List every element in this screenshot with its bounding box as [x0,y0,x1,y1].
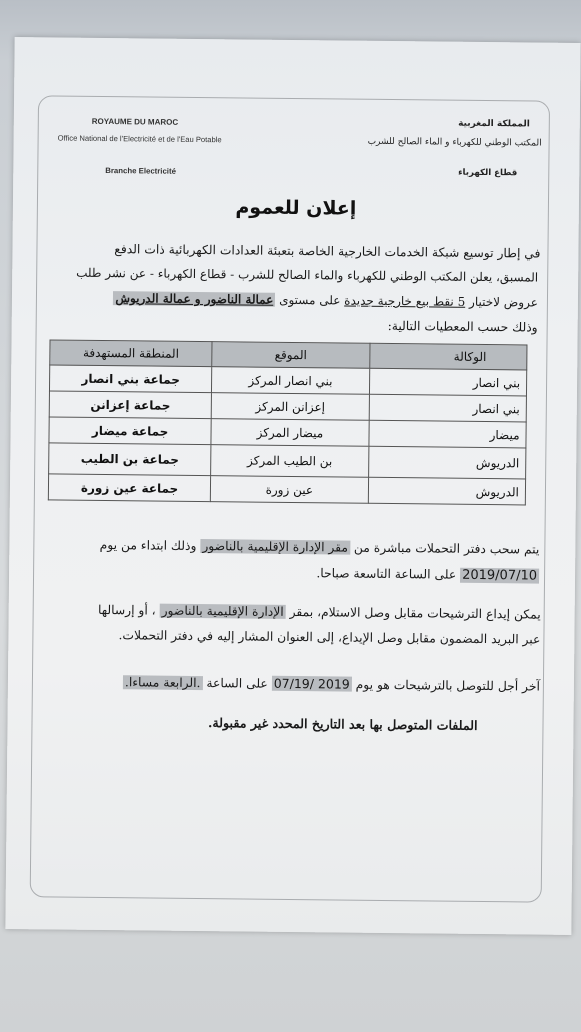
intro-line-3-points: 5 نقط بيع خارجية جديدة [344,293,466,309]
table-cell-target-zone: جماعة ميضار [49,417,211,445]
intro-line-3-a: عروض لاختيار [469,294,539,310]
ar-office: المكتب الوطني للكهرباء و الماء الصالح للشرب [367,136,542,149]
withdraw-office: مقر الإدارة الإقليمية بالناضور [202,539,349,555]
table-cell-location: ميضار المركز [211,419,369,447]
table-cell-target-zone: جماعة بن الطيب [49,443,212,476]
table-cell-target-zone: جماعة بني انصار [49,365,211,393]
document-page [5,37,580,935]
table-cell-target-zone: جماعة عين زورة [48,474,210,502]
ar-kingdom: المملكة المغربية [458,118,530,130]
fr-kingdom: ROYAUME DU MAROC [91,116,179,127]
withdraw-line-2 [316,566,539,583]
table-cell-location: عين زورة [211,476,369,504]
deposit-line-1-a: يمكن إيداع الترشيحات مقابل وصل الاستلام، بمقر [289,604,541,622]
table-cell-location: بن الطيب المركز [211,445,369,478]
table-header-location: الموقع [212,342,370,369]
intro-line-3-region: عمالة الناضور و عمالة الدريوش [115,291,274,307]
withdraw-line-1-a: يتم سحب دفتر التحملات مباشرة من [353,540,540,557]
table-cell-agency: ميضار [369,420,527,448]
table-cell-target-zone: جماعة إعزانن [49,391,211,419]
table-row [49,443,526,479]
withdraw-date: 2019/07/10 [462,567,538,584]
deadline-time: .الرابعة مساءا. [124,675,201,691]
deposit-office: الإدارة الإقليمية بالناضور [161,603,284,619]
table-header-target-zone: المنطقة المستهدفة [50,340,212,367]
intro-line-1: في إطار توسيع شبكة الخدمات الخارجية الخاصة بتعبئة العدادات الكهربائية ذات الدفع [114,242,541,261]
deadline-a: آخر أجل للتوصل بالترشيحات هو يوم [355,677,540,694]
ar-branch: قطاع الكهرباء [458,167,518,179]
fr-branch: Branche Electricité [105,166,176,176]
intro-line-2: المسبق، يعلن المكتب الوطني للكهرباء والماء الصالح للشرب - قطاع الكهرباء - عن نشر طلب [76,265,539,285]
fr-office: Office National de l'Electricité et de l'Eau Potable [57,133,222,145]
table-cell-location: إعزانن المركز [211,393,369,421]
table-cell-agency: بني انصار [369,394,527,422]
deadline-date: 2019 /07/19 [273,675,350,692]
table-header-agency: الوكالة [369,343,527,370]
intro-line-4: وذلك حسب المعطيات التالية: [387,318,538,335]
deposit-line-1-c: ، أو إرسالها [97,602,156,618]
deposit-line-2: عبر البريد المضمون مقابل وصل الإيداع، إلى العنوان المشار إليه في دفتر التحملات. [118,628,541,647]
table-cell-location: بني انصار المركز [212,367,370,395]
page-title: إعلان للعموم [235,196,357,220]
table-cell-agency: الدريوش [368,477,526,505]
table-row [48,474,525,505]
intro-line-3-c: على مستوى [279,292,341,308]
closing-line: الملفات المتوصل بها بعد التاريخ المحدد غير مقبولة. [208,715,478,733]
table-cell-agency: بني انصار [369,368,527,396]
points-table [48,339,528,505]
table-cell-agency: الدريوش [368,446,526,479]
withdraw-line-1-c: وذلك ابتداء من يوم [99,537,197,553]
withdraw-time: على الساعة التاسعة صباحا. [316,566,457,582]
deadline-b: على الساعة [206,676,268,691]
